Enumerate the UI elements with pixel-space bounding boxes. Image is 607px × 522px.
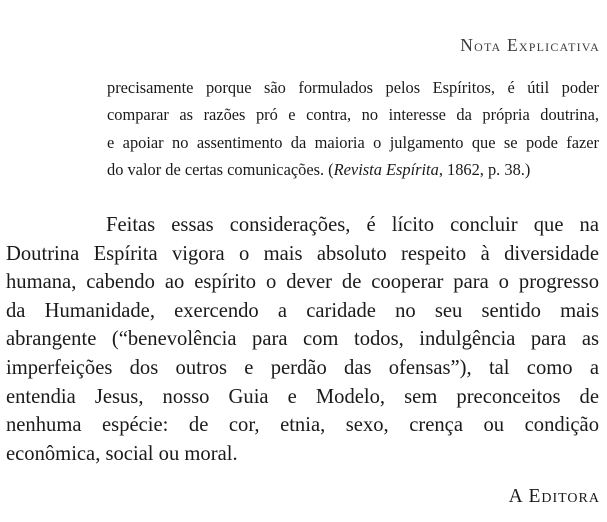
running-header: Nota Explicativa xyxy=(460,35,600,55)
paragraph-line: imperfeições dos outros e perdão das ofensas”), tal como a xyxy=(6,356,599,379)
quote-line: e apoiar no assentimento da maioria o julgamento que se pode fazer xyxy=(107,132,599,152)
paragraph-line: nenhuma espécie: de cor, etnia, sexo, crença ou condição xyxy=(6,414,599,437)
quote-source: Revista Espírita xyxy=(333,159,439,179)
quote-citation: , 1862, p. 38.) xyxy=(438,159,531,179)
body-paragraph xyxy=(6,211,599,468)
quote-line: precisamente porque são formulados pelos Espíritos, é útil poder xyxy=(107,78,599,97)
paragraph-line: humana, cabendo ao espírito o dever de cooperar para o progresso xyxy=(6,271,599,294)
signature: A Editora xyxy=(508,486,600,507)
paragraph-line: Feitas essas considerações, é lícito concluir que na xyxy=(106,214,599,236)
paragraph-line: da Humanidade, exercendo a caridade no seu sentido mais xyxy=(6,299,599,322)
quote-line xyxy=(107,156,599,183)
paragraph-line: entendia Jesus, nosso Guia e Modelo, sem preconceitos de xyxy=(6,385,599,408)
block-quote xyxy=(107,74,599,183)
quote-line: comparar as razões pró e contra, no interesse da própria doutrina, xyxy=(107,105,599,125)
paragraph-line: abrangente (“benevolência para com todos, indulgência para as xyxy=(6,328,599,351)
quote-text: do valor de certas comunicações. ( xyxy=(107,159,334,179)
paragraph-line: Doutrina Espírita vigora o mais absoluto respeito à diversidade xyxy=(6,242,599,265)
paragraph-line: econômica, social ou moral. xyxy=(6,442,238,465)
